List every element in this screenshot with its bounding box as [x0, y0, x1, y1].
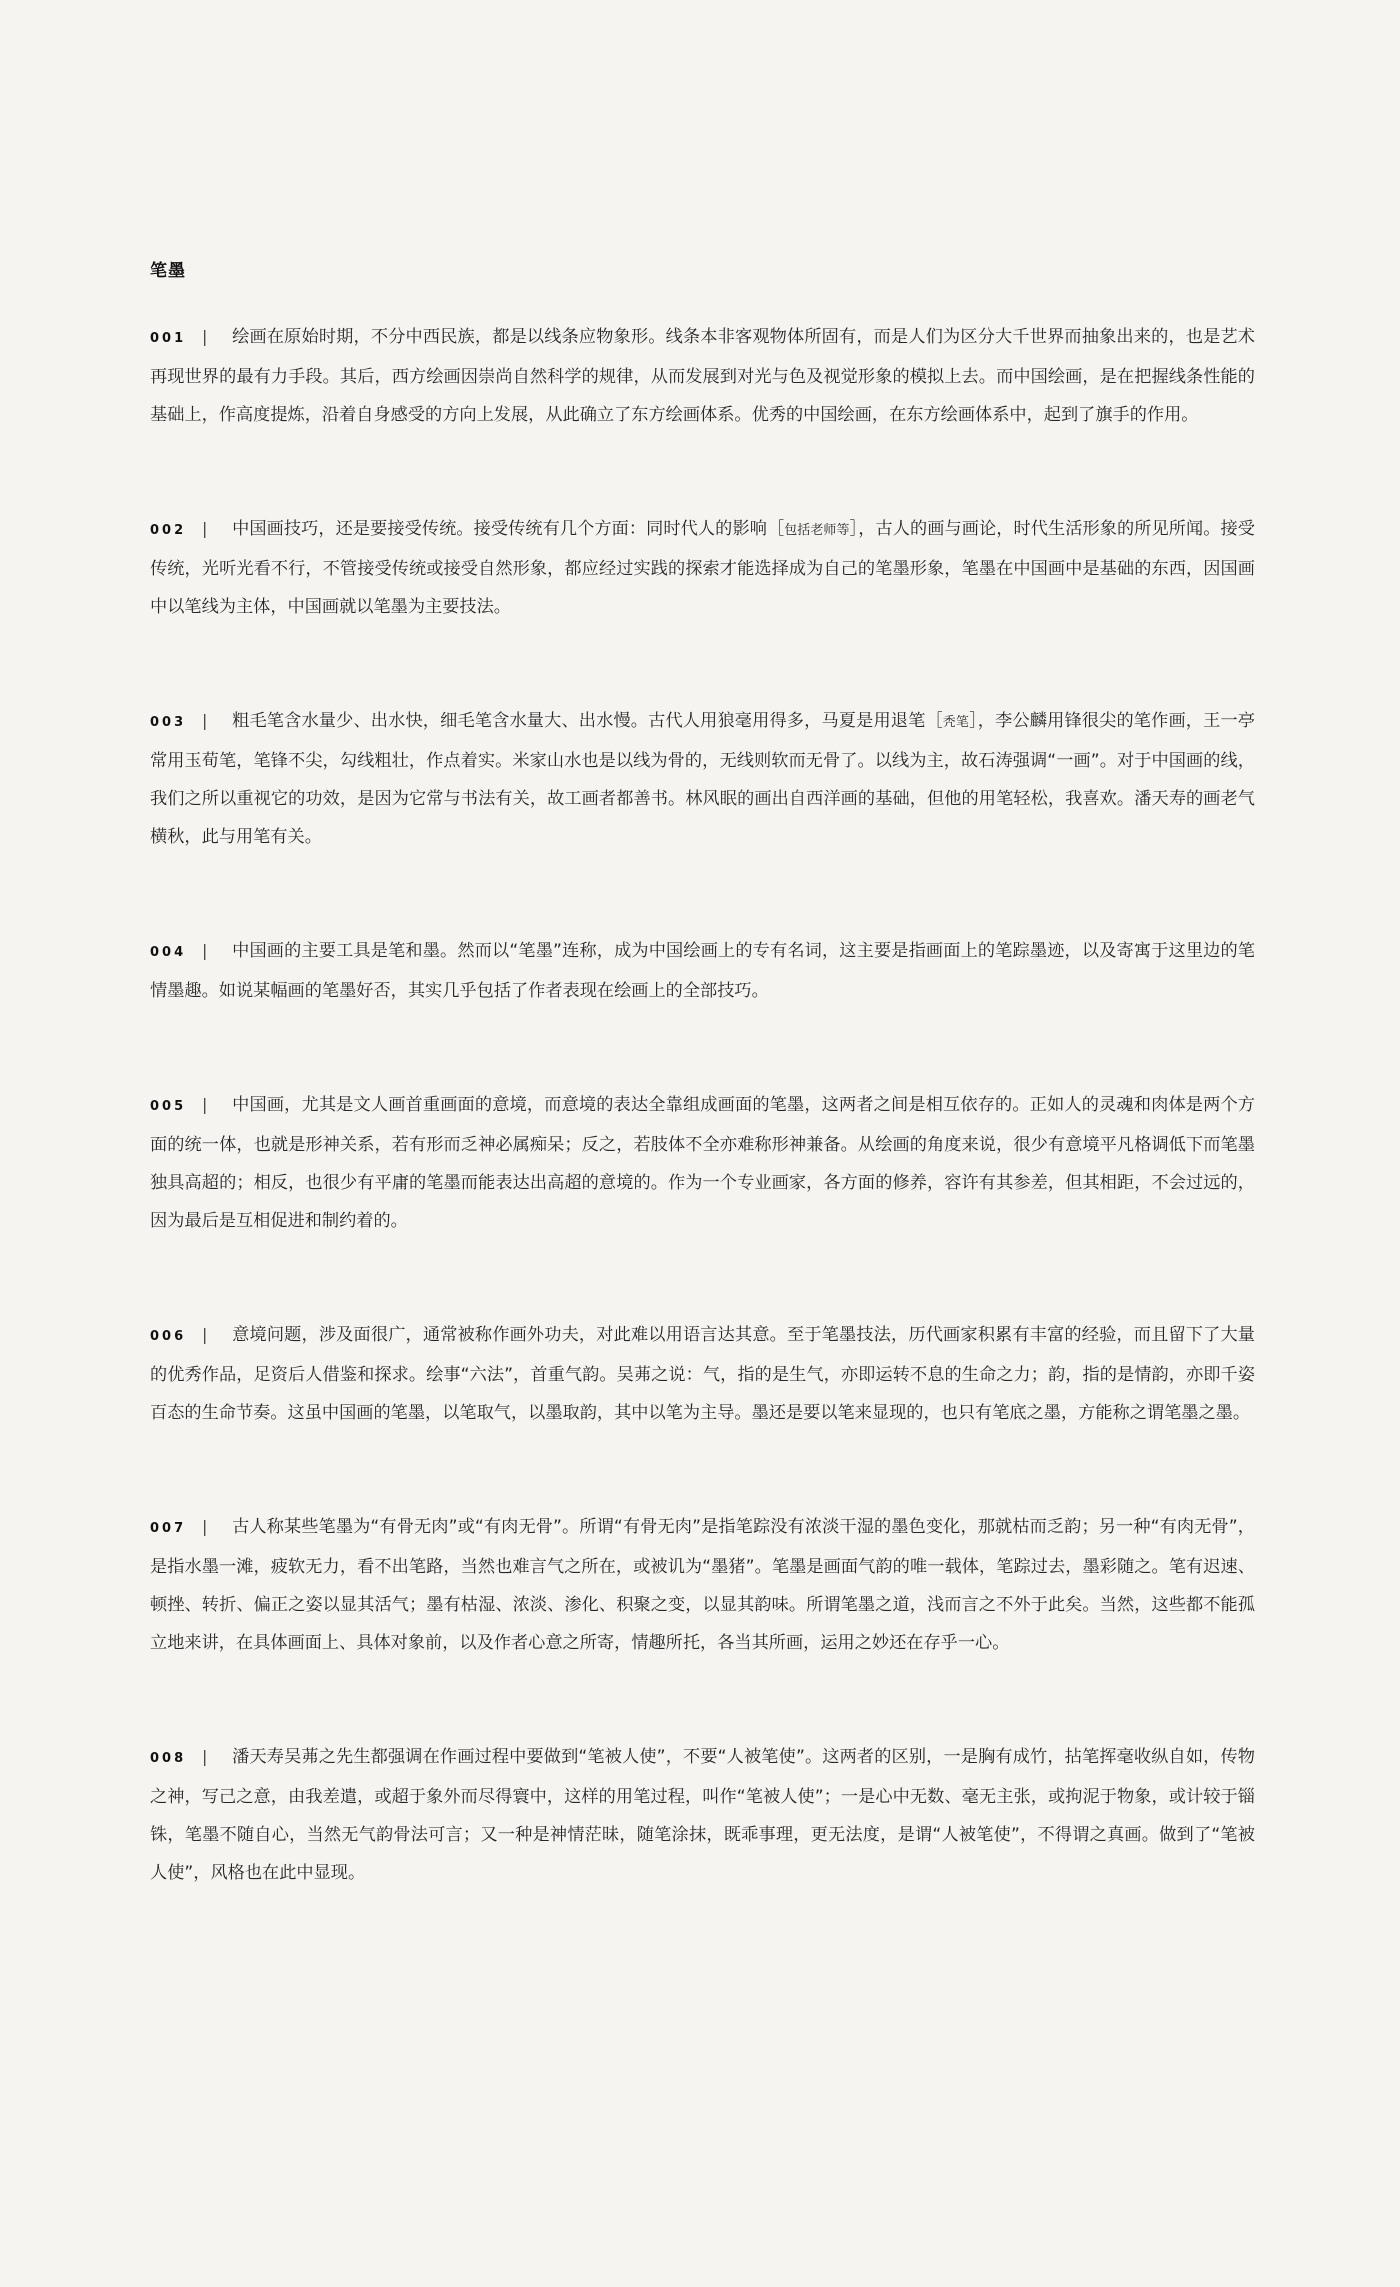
entry-text: 绘画在原始时期，不分中西民族，都是以线条应物象形。线条本非客观物体所固有，而是人们为区分大千世界而抽象出来的，也是艺术再现世界的最有力手段。其后，西方绘画因崇尚自然科学的规律，从而发展到对光与色及视觉形象的模拟上去。而中国绘画，是在把握线条性能的基础上，作高度提炼，沿着自身感受的方向上发展，从此确立了东方绘画体系。优秀的中国绘画，在东方绘画体系中，起到了旗手的作用。 [150, 327, 1255, 425]
entry-text: 潘天寿吴茀之先生都强调在作画过程中要做到“笔被人使”，不要“人被笔使”。这两者的区别，一是胸有成竹，拈笔挥毫收纵自如，传物之神，写己之意，由我差遣，或超于象外而尽得寰中，这样的用笔过程，叫作“笔被人使”；一是心中无数、毫无主张，或拘泥于物象，或计较于锱铢，笔墨不随自心，当然无气韵骨法可言；又一种是神情茫昧，随笔涂抹，既乖事理，更无法度，是谓“人被笔使”，不得谓之真画。做到了“笔被人使”，风格也在此中显现。 [150, 1747, 1255, 1883]
entry-list [150, 318, 1255, 1968]
entry-text-continued: ］，古人的画与画论，时代生活形象的所见所闻。接受传统，光听光看不行，不管接受传统或接受自然形象，都应经过实践的探索才能选择成为自己的笔墨形象，笔墨在中国画中是基础的东西，因国画中以笔线为主体，中国画就以笔墨为主要技法。 [150, 519, 1255, 617]
entry-003 [150, 702, 1255, 856]
entry-separator: | [202, 1095, 208, 1114]
entry-007 [150, 1508, 1255, 1662]
entry-005 [150, 1086, 1255, 1240]
entry-001 [150, 318, 1255, 434]
entry-text: 中国画，尤其是文人画首重画面的意境，而意境的表达全靠组成画面的笔墨，这两者之间是相互依存的。正如人的灵魂和肉体是两个方面的统一体，也就是形神关系，若有形而乏神必属痴呆；反之，若肢体不全亦难称形神兼备。从绘画的角度来说，很少有意境平凡格调低下而笔墨独具高超的；相反，也很少有平庸的笔墨而能表达出高超的意境的。作为一个专业画家，各方面的修养，容许有其参差，但其相距，不会过远的，因为最后是互相促进和制约着的。 [150, 1095, 1255, 1231]
entry-number: 001 [150, 331, 187, 346]
entry-004 [150, 932, 1255, 1010]
entry-text: 意境问题，涉及面很广，通常被称作画外功夫，对此难以用语言达其意。至于笔墨技法，历代画家积累有丰富的经验，而且留下了大量的优秀作品，足资后人借鉴和探求。绘事“六法”，首重气韵。吴茀之说：气，指的是生气，亦即运转不息的生命之力；韵，指的是情韵，亦即千姿百态的生命节奏。这虽中国画的笔墨，以笔取气，以墨取韵，其中以笔为主导。墨还是要以笔来显现的，也只有笔底之墨，方能称之谓笔墨之墨。 [150, 1325, 1255, 1423]
entry-number: 004 [150, 945, 187, 960]
entry-002 [150, 510, 1255, 626]
page-title: 笔墨 [150, 261, 186, 281]
entry-separator: | [202, 519, 208, 538]
entry-number: 002 [150, 523, 187, 538]
entry-006 [150, 1316, 1255, 1432]
entry-number: 008 [150, 1751, 187, 1766]
entry-number: 005 [150, 1099, 187, 1114]
entry-separator: | [202, 327, 208, 346]
entry-separator: | [202, 941, 208, 960]
entry-note: 包括老师等 [784, 523, 850, 538]
entry-separator: | [202, 1747, 208, 1766]
entry-separator: | [202, 1325, 208, 1344]
entry-text: 中国画技巧，还是要接受传统。接受传统有几个方面：同时代人的影响［ [232, 519, 785, 539]
entry-text-continued: ］，李公麟用锋很尖的笔作画，王一亭常用玉荀笔，笔锋不尖，勾线粗壮，作点着实。米家山水也是以线为骨的，无线则软而无骨了。以线为主，故石涛强调“一画”。对于中国画的线，我们之所以重视它的功效，是因为它常与书法有关，故工画者都善书。林风眠的画出自西洋画的基础，但他的用笔轻松，我喜欢。潘天寿的画老气横秋，此与用笔有关。 [150, 711, 1255, 847]
entry-note: 秃笔 [942, 715, 970, 730]
entry-text: 古人称某些笔墨为“有骨无肉”或“有肉无骨”。所谓“有骨无肉”是指笔踪没有浓淡干湿的墨色变化，那就枯而乏韵；另一种“有肉无骨”，是指水墨一滩，疲软无力，看不出笔路，当然也难言气之所在，或被讥为“墨猪”。笔墨是画面气韵的唯一载体，笔踪过去，墨彩随之。笔有迟速、顿挫、转折、偏正之姿以显其活气；墨有枯湿、浓淡、渗化、积聚之变，以显其韵味。所谓笔墨之道，浅而言之不外于此矣。当然，这些都不能孤立地来讲，在具体画面上、具体对象前，以及作者心意之所寄，情趣所托，各当其所画，运用之妙还在存乎一心。 [150, 1517, 1255, 1653]
entry-separator: | [202, 1517, 208, 1536]
entry-008 [150, 1738, 1255, 1892]
entry-number: 007 [150, 1521, 187, 1536]
entry-number: 003 [150, 715, 187, 730]
entry-separator: | [202, 711, 208, 730]
entry-text: 中国画的主要工具是笔和墨。然而以“笔墨”连称，成为中国绘画上的专有名词，这主要是指画面上的笔踪墨迹，以及寄寓于这里边的笔情墨趣。如说某幅画的笔墨好否，其实几乎包括了作者表现在绘画上的全部技巧。 [150, 941, 1255, 1001]
entry-text: 粗毛笔含水量少、出水快，细毛笔含水量大、出水慢。古代人用狼毫用得多，马夏是用退笔［ [232, 711, 943, 731]
entry-number: 006 [150, 1329, 187, 1344]
